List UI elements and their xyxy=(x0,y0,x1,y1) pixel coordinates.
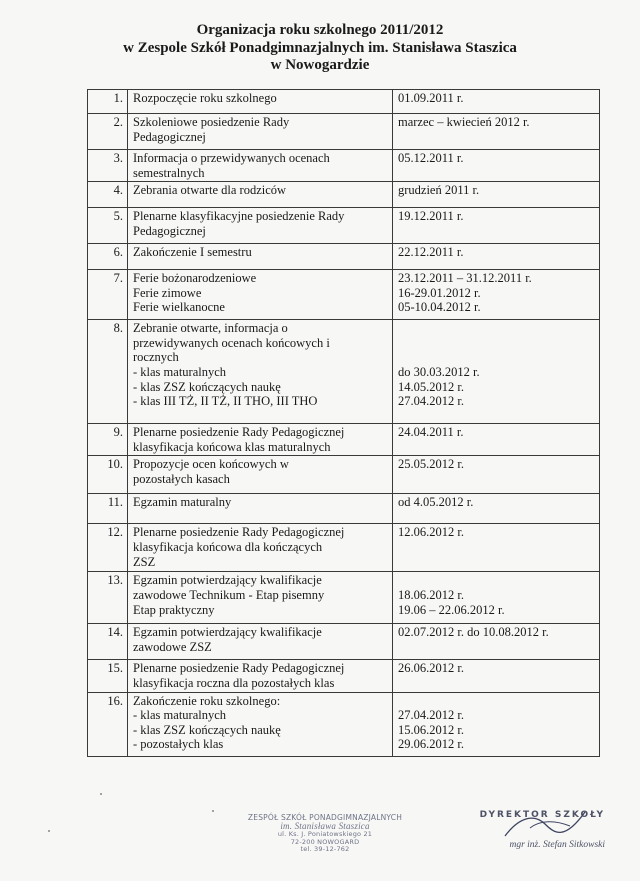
row-description xyxy=(128,150,393,182)
row-number: 5. xyxy=(88,208,128,244)
row-date xyxy=(393,660,600,692)
row-date xyxy=(393,572,600,624)
description-line: Pedagogicznej xyxy=(133,223,206,238)
row-description xyxy=(128,456,393,494)
date-line: 24.04.2011 r. xyxy=(398,425,464,440)
date-line xyxy=(398,321,594,336)
description-line: Szkoleniowe posiedzenie Rady xyxy=(133,115,290,129)
date-line: 23.12.2011 – 31.12.2011 r. xyxy=(398,271,532,286)
description-line: Propozycje ocen końcowych w xyxy=(133,457,289,472)
table-row xyxy=(88,182,600,208)
description-line: Ferie zimowe xyxy=(133,285,202,300)
row-description xyxy=(128,692,393,756)
table-row xyxy=(88,660,600,692)
row-date xyxy=(393,692,600,756)
row-date xyxy=(393,208,600,244)
table-row xyxy=(88,244,600,270)
date-line: 15.06.2012 r. xyxy=(398,722,464,737)
row-description xyxy=(128,424,393,456)
date-line: 14.05.2012 r. xyxy=(398,379,464,394)
date-line: 19.12.2011 r. xyxy=(398,209,464,224)
table-row xyxy=(88,494,600,524)
row-description xyxy=(128,182,393,208)
description-line: pozostałych kasach xyxy=(133,471,230,486)
date-line: 12.06.2012 r. xyxy=(398,525,464,540)
table-row xyxy=(88,456,600,494)
description-line: ZSZ xyxy=(133,554,156,569)
date-line: 18.06.2012 r. xyxy=(398,587,464,602)
row-date xyxy=(393,114,600,150)
row-date xyxy=(393,424,600,456)
row-number: 3. xyxy=(88,150,128,182)
description-line: - klas maturalnych xyxy=(133,708,227,723)
description-line: Egzamin potwierdzający kwalifikacje xyxy=(133,573,322,588)
row-description xyxy=(128,90,393,114)
date-line: 22.12.2011 r. xyxy=(398,245,464,260)
description-line: Egzamin maturalny xyxy=(133,495,232,510)
description-line: zawodowe ZSZ xyxy=(133,639,212,654)
description-line: Rozpoczęcie roku szkolnego xyxy=(133,91,277,105)
row-date xyxy=(393,182,600,208)
row-description xyxy=(128,320,393,424)
table-row xyxy=(88,572,600,624)
row-number: 14. xyxy=(88,624,128,660)
row-date xyxy=(393,524,600,572)
description-line: - klas ZSZ kończących naukę xyxy=(133,722,281,737)
date-line xyxy=(398,350,594,365)
description-line: klasyfikacja końcowa klas maturalnych xyxy=(133,439,331,454)
scan-speck xyxy=(100,793,102,795)
date-line: 16-29.01.2012 r. xyxy=(398,285,481,300)
row-number: 7. xyxy=(88,270,128,320)
date-line: 05.12.2011 r. xyxy=(398,151,464,165)
date-line: 02.07.2012 r. do 10.08.2012 r. xyxy=(398,625,549,640)
date-line: od 4.05.2012 r. xyxy=(398,495,474,510)
description-line: Pedagogicznej xyxy=(133,129,206,144)
date-line: 29.06.2012 r. xyxy=(398,737,464,752)
schedule-table xyxy=(87,89,600,757)
date-line: 27.04.2012 r. xyxy=(398,394,464,409)
description-line: rocznych xyxy=(133,350,179,365)
row-number: 12. xyxy=(88,524,128,572)
scan-speck xyxy=(212,810,214,812)
description-line: Plenarne posiedzenie Rady Pedagogicznej xyxy=(133,525,345,540)
row-description xyxy=(128,524,393,572)
row-number: 10. xyxy=(88,456,128,494)
description-line: - klas maturalnych xyxy=(133,364,227,379)
table-row xyxy=(88,150,600,182)
title-line-1: Organizacja roku szkolnego 2011/2012 xyxy=(196,22,444,38)
row-number: 6. xyxy=(88,244,128,270)
description-line: Ferie bożonarodzeniowe xyxy=(133,271,257,286)
table-row xyxy=(88,320,600,424)
description-line: - klas ZSZ kończących naukę xyxy=(133,379,281,394)
stamp-line-5: tel. 39-12-762 xyxy=(300,845,350,853)
date-line: marzec – kwiecień 2012 r. xyxy=(398,115,530,129)
description-line: Plenarne klasyfikacyjne posiedzenie Rady xyxy=(133,209,345,224)
director-title: DYREKTOR SZKOŁY xyxy=(479,810,605,820)
row-date xyxy=(393,150,600,182)
stamp-line-4: 72-200 NOWOGARD xyxy=(290,837,360,846)
row-description xyxy=(128,494,393,524)
row-number: 13. xyxy=(88,572,128,624)
row-description xyxy=(128,270,393,320)
date-line: 25.05.2012 r. xyxy=(398,457,464,472)
director-name: mgr inż. Stefan Sitkowski xyxy=(509,840,605,850)
date-line xyxy=(398,694,594,709)
date-line xyxy=(398,573,594,588)
description-line: Zakończenie roku szkolnego: xyxy=(133,693,281,708)
description-line: zawodowe Technikum - Etap pisemny xyxy=(133,587,325,602)
description-line: Etap praktyczny xyxy=(133,602,215,617)
row-number: 1. xyxy=(88,90,128,114)
description-line: - pozostałych klas xyxy=(133,737,224,752)
table-row xyxy=(88,524,600,572)
row-number: 16. xyxy=(88,692,128,756)
description-line: Zebranie otwarte, informacja o xyxy=(133,321,288,336)
scan-speck xyxy=(48,830,50,832)
row-description xyxy=(128,208,393,244)
stamp-line-1: ZESPÓŁ SZKÓŁ PONADGIMNAZJALNYCH xyxy=(247,813,403,822)
table-row xyxy=(88,270,600,320)
row-date xyxy=(393,624,600,660)
row-description xyxy=(128,660,393,692)
row-description xyxy=(128,624,393,660)
description-line: przewidywanych ocenach końcowych i xyxy=(133,335,330,350)
description-line: klasyfikacja końcowa dla kończących xyxy=(133,539,323,554)
table-row xyxy=(88,90,600,114)
description-line: Ferie wielkanocne xyxy=(133,300,225,315)
description-line: Plenarne posiedzenie Rady Pedagogicznej xyxy=(133,425,345,440)
handwritten-signature-icon xyxy=(500,806,590,846)
row-number: 8. xyxy=(88,320,128,424)
description-line: Zakończenie I semestru xyxy=(133,245,252,260)
description-line: Plenarne posiedzenie Rady Pedagogicznej xyxy=(133,661,345,676)
row-number: 2. xyxy=(88,114,128,150)
table-row xyxy=(88,624,600,660)
row-date xyxy=(393,90,600,114)
row-number: 15. xyxy=(88,660,128,692)
stamp-line-2: im. Stanisława Staszica xyxy=(280,821,370,831)
description-line: - klas III TŻ, II TŻ, II THO, III THO xyxy=(133,394,318,409)
title-line-2: w Zespole Szkół Ponadgimnazjalnych im. Stanisława Staszica xyxy=(123,39,517,56)
table-row xyxy=(88,424,600,456)
schedule-table-body xyxy=(88,90,600,757)
description-line: Zebrania otwarte dla rodziców xyxy=(133,183,287,198)
row-date xyxy=(393,270,600,320)
row-description xyxy=(128,244,393,270)
row-description xyxy=(128,114,393,150)
row-number: 9. xyxy=(88,424,128,456)
row-number: 11. xyxy=(88,494,128,524)
description-line: Informacja o przewidywanych ocenach xyxy=(133,151,330,165)
date-line: 05-10.04.2012 r. xyxy=(398,300,481,315)
date-line: 19.06 – 22.06.2012 r. xyxy=(398,602,505,617)
table-row xyxy=(88,114,600,150)
date-line: 26.06.2012 r. xyxy=(398,661,464,676)
description-line: Egzamin potwierdzający kwalifikacje xyxy=(133,625,322,640)
date-line xyxy=(398,336,594,351)
date-line: grudzień 2011 r. xyxy=(398,183,480,198)
description-line: klasyfikacja roczna dla pozostałych klas xyxy=(133,675,335,690)
row-description xyxy=(128,572,393,624)
school-stamp xyxy=(240,813,410,854)
row-number: 4. xyxy=(88,182,128,208)
date-line: 01.09.2011 r. xyxy=(398,91,464,105)
stamp-line-3: ul. Ks. J. Poniatowskiego 21 xyxy=(277,830,373,838)
table-row xyxy=(88,692,600,756)
table-row xyxy=(88,208,600,244)
date-line: do 30.03.2012 r. xyxy=(398,364,480,379)
date-line: 27.04.2012 r. xyxy=(398,708,464,723)
row-date xyxy=(393,244,600,270)
row-date xyxy=(393,456,600,494)
row-date xyxy=(393,494,600,524)
description-line: semestralnych xyxy=(133,165,205,180)
title-line-3: w Nowogardzie xyxy=(270,57,370,73)
document-title xyxy=(0,22,640,75)
row-date xyxy=(393,320,600,424)
